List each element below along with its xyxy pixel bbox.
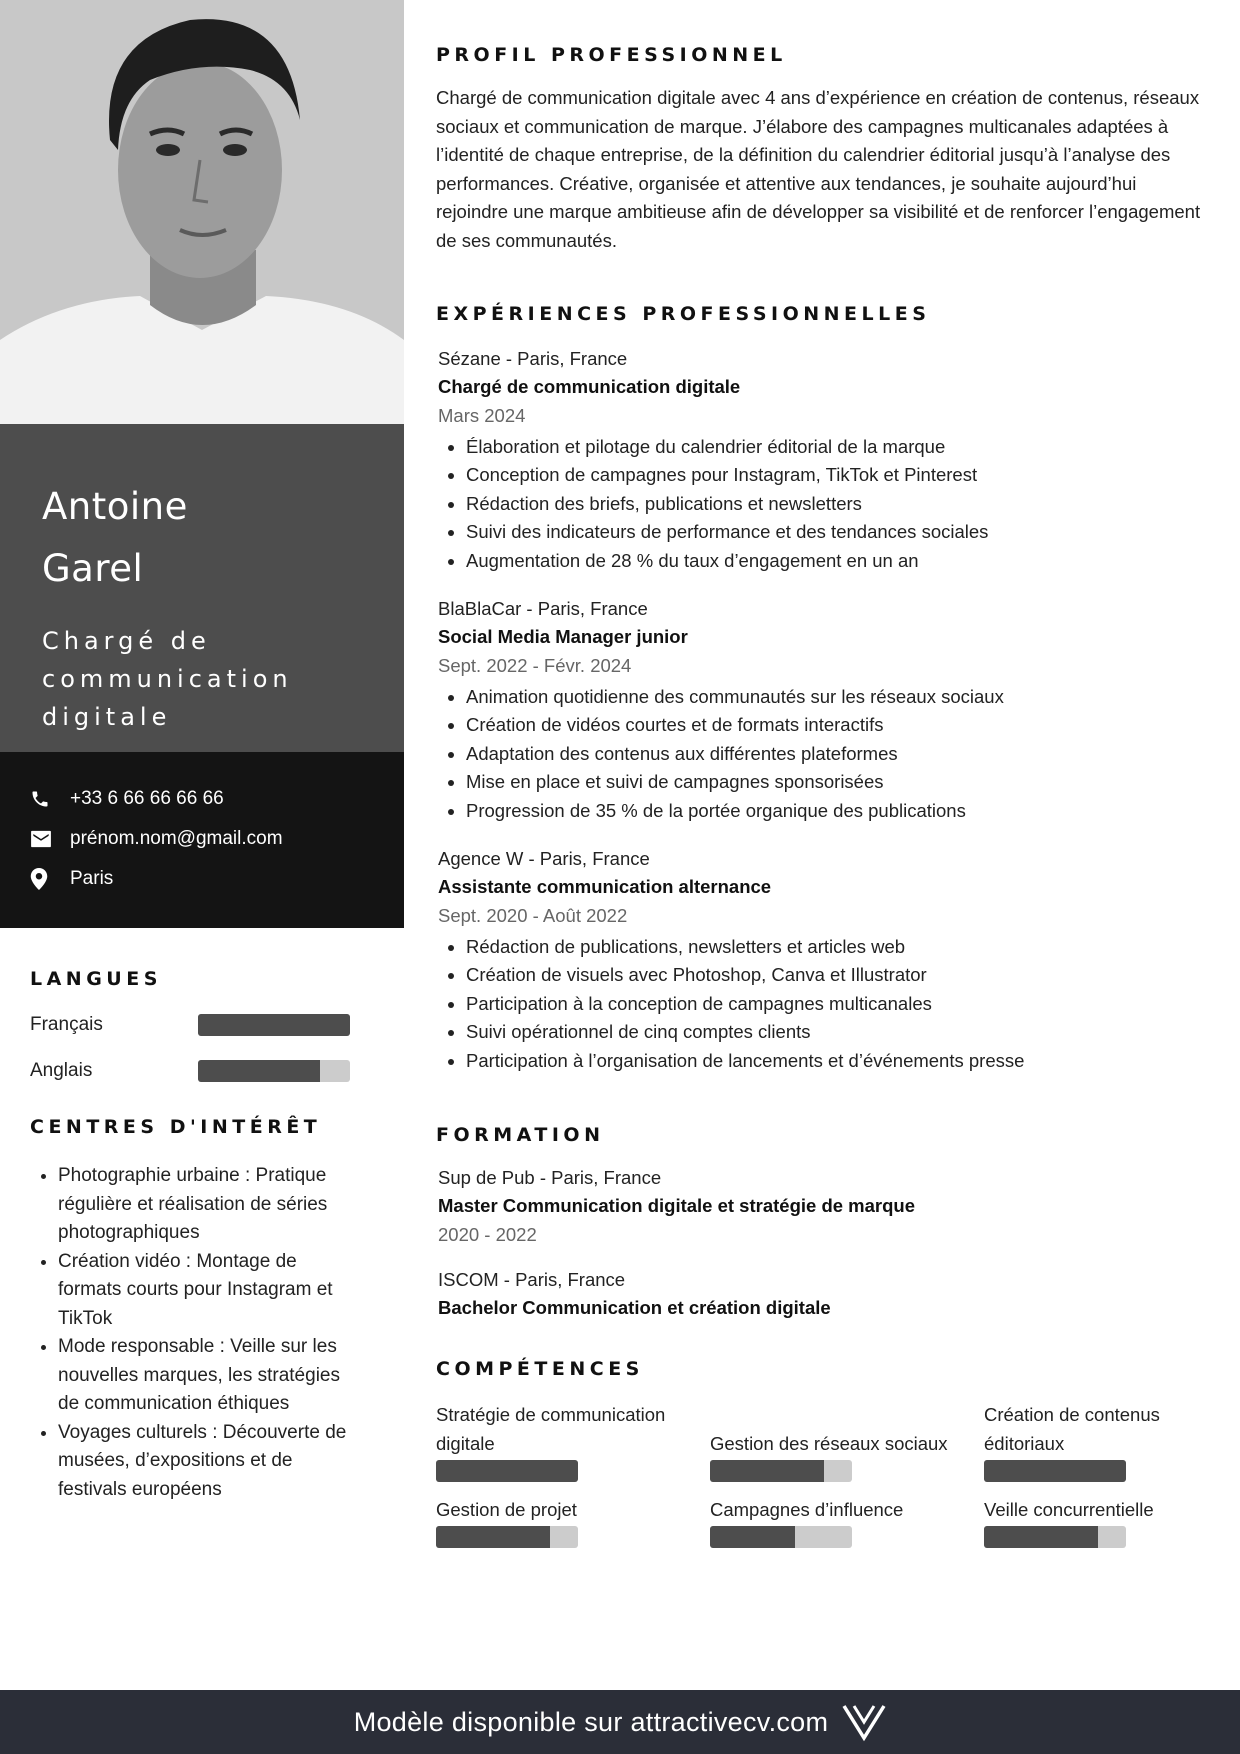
- portrait-illustration: [0, 0, 404, 424]
- experience-heading: EXPÉRIENCES PROFESSIONNELLES: [436, 303, 931, 325]
- job-role: Social Media Manager junior: [438, 626, 688, 648]
- profile-photo: [0, 0, 404, 424]
- skill-name: Gestion des réseaux sociaux: [710, 1432, 948, 1454]
- contact-panel: [0, 752, 404, 928]
- education-heading: FORMATION: [436, 1124, 605, 1146]
- job-company: BlaBlaCar - Paris, France: [438, 598, 648, 620]
- interests-heading: CENTRES D'INTÉRÊT: [30, 1116, 322, 1138]
- job-tasks: [436, 683, 1206, 825]
- email-address: prénom.nom@gmail.com: [70, 828, 283, 849]
- skill-level-bar: [436, 1460, 578, 1482]
- language-item: [30, 1048, 360, 1094]
- contact-email: [30, 819, 374, 859]
- skill-item: [710, 1402, 984, 1482]
- footer-banner[interactable]: [0, 1690, 1240, 1754]
- footer-text[interactable]: Modèle disponible sur attractivecv.com: [353, 1706, 829, 1737]
- mail-icon: [30, 827, 70, 851]
- interest-item: • Mode responsable : Veille sur les nouvelles marques, les stratégies de communication éthiques: [58, 1333, 360, 1419]
- profile-heading: PROFIL PROFESSIONNEL: [436, 44, 787, 66]
- language-name: Français: [30, 1014, 103, 1035]
- skill-level-fill: [710, 1526, 795, 1548]
- contact-location: [30, 859, 374, 899]
- job-dates: Mars 2024: [438, 405, 526, 426]
- skill-level-bar: [984, 1460, 1126, 1482]
- job-task: • Création de visuels avec Photoshop, Canva et Illustrator: [466, 961, 1206, 989]
- job-task: • Élaboration et pilotage du calendrier éditorial de la marque: [466, 433, 1206, 461]
- job-task: • Progression de 35 % de la portée organique des publications: [466, 797, 1206, 825]
- job-entry: [436, 345, 1206, 575]
- skill-item: [984, 1496, 1216, 1548]
- skill-level-bar: [984, 1526, 1126, 1548]
- skill-level-bar: [436, 1526, 578, 1548]
- city: Paris: [70, 868, 114, 889]
- skill-name: Gestion de projet: [436, 1498, 577, 1520]
- education-dates: 2020 - 2022: [438, 1224, 537, 1245]
- attractivecv-v-logo-icon: [842, 1702, 886, 1742]
- skill-item: [984, 1402, 1216, 1482]
- job-task: • Participation à la conception de campagnes multicanales: [466, 990, 1206, 1018]
- language-level-bar: [198, 1060, 350, 1082]
- skills-grid: [436, 1402, 1216, 1548]
- job-dates: Sept. 2022 - Févr. 2024: [438, 655, 632, 677]
- skill-name: Stratégie de communication digitale: [436, 1404, 666, 1454]
- skill-item: [710, 1496, 984, 1548]
- language-name: Anglais: [30, 1060, 93, 1081]
- job-company: Agence W - Paris, France: [438, 848, 650, 870]
- first-name: Antoine: [42, 485, 188, 528]
- experience-section: [436, 303, 1206, 1075]
- language-level-fill: [198, 1014, 350, 1036]
- skill-item: [436, 1402, 710, 1482]
- location-pin-icon: [30, 867, 70, 891]
- job-company: Sézane - Paris, France: [438, 348, 628, 369]
- job-task: • Suivi des indicateurs de performance et des tendances sociales: [466, 518, 1206, 546]
- job-task: • Rédaction des briefs, publications et newsletters: [466, 490, 1206, 518]
- skill-level-fill: [984, 1460, 1126, 1482]
- job-role: Assistante communication alternance: [438, 876, 772, 898]
- skill-name: Veille concurrentielle: [984, 1498, 1154, 1520]
- job-task: • Animation quotidienne des communautés sur les réseaux sociaux: [466, 683, 1206, 711]
- language-level-bar: [198, 1014, 350, 1036]
- school-name: Sup de Pub - Paris, France: [438, 1167, 662, 1188]
- education-entry: [436, 1266, 1206, 1322]
- skill-name: Création de contenus éditoriaux: [984, 1404, 1160, 1454]
- skill-name: Campagnes d’influence: [710, 1498, 904, 1520]
- job-task: • Rédaction de publications, newsletters et articles web: [466, 933, 1206, 961]
- interest-item: • Photographie urbaine : Pratique régulière et réalisation de séries photographiques: [58, 1162, 360, 1248]
- languages-section: [30, 968, 360, 1094]
- job-entry: [436, 595, 1206, 825]
- job-role: Chargé de communication digitale: [438, 376, 741, 397]
- degree-name: Master Communication digitale et stratégie de marque: [438, 1195, 915, 1216]
- job-task: • Mise en place et suivi de campagnes sponsorisées: [466, 768, 1206, 796]
- skill-item: [436, 1496, 710, 1548]
- job-entry: [436, 845, 1206, 1075]
- skill-level-bar: [710, 1460, 852, 1482]
- interests-section: [30, 1116, 360, 1504]
- job-task: • Participation à l’organisation de lancements et d’événements presse: [466, 1047, 1206, 1075]
- phone-number: +33 6 66 66 66 66: [70, 788, 224, 809]
- job-task: • Augmentation de 28 % du taux d’engagement en un an: [466, 547, 1206, 575]
- school-name: ISCOM - Paris, France: [438, 1269, 626, 1290]
- language-item: [30, 1002, 360, 1048]
- job-dates: Sept. 2020 - Août 2022: [438, 905, 628, 927]
- language-level-fill: [198, 1060, 320, 1082]
- profile-text: Chargé de communication digitale avec 4 ans d’expérience en création de contenus, réseaux sociaux et communication de marque. J’élabore des campagnes multicanales adaptées à l’identité de chaque entreprise, de la définition du calendrier éditorial jusqu’à l’analyse des performances. Créative, organisée et attentive aux tendances, je souhaite aujourd’hui rejoindre une marque ambitieuse afin de développer sa visibilité et de renforcer l’engagement de ses communautés.: [436, 87, 1201, 251]
- skill-level-bar: [710, 1526, 852, 1548]
- sidebar: [0, 0, 404, 1690]
- languages-heading: LANGUES: [30, 968, 162, 990]
- skill-level-fill: [984, 1526, 1098, 1548]
- contact-phone: [30, 779, 374, 819]
- skills-heading: COMPÉTENCES: [436, 1358, 644, 1380]
- name-panel: [0, 424, 404, 752]
- job-tasks: [436, 933, 1206, 1075]
- interests-list: [30, 1162, 360, 1504]
- job-task: • Création de vidéos courtes et de formats interactifs: [466, 711, 1206, 739]
- job-task: • Conception de campagnes pour Instagram, TikTok et Pinterest: [466, 461, 1206, 489]
- education-section: [436, 1124, 1206, 1322]
- job-task: • Adaptation des contenus aux différentes plateformes: [466, 740, 1206, 768]
- interest-item: • Création vidéo : Montage de formats courts pour Instagram et TikTok: [58, 1248, 360, 1334]
- job-title: Chargé de communication digitale: [42, 627, 293, 731]
- last-name: Garel: [42, 547, 144, 590]
- degree-name: Bachelor Communication et création digitale: [438, 1297, 831, 1318]
- interest-item: • Voyages culturels : Découverte de musées, d’expositions et de festivals européens: [58, 1419, 360, 1505]
- job-task: • Suivi opérationnel de cinq comptes clients: [466, 1018, 1206, 1046]
- skill-level-fill: [710, 1460, 824, 1482]
- skill-level-fill: [436, 1460, 578, 1482]
- education-entry: [436, 1164, 1206, 1250]
- profile-section: [436, 44, 1206, 256]
- job-tasks: [436, 433, 1206, 575]
- skills-section: [436, 1358, 1216, 1548]
- phone-icon: [30, 787, 70, 811]
- skill-level-fill: [436, 1526, 550, 1548]
